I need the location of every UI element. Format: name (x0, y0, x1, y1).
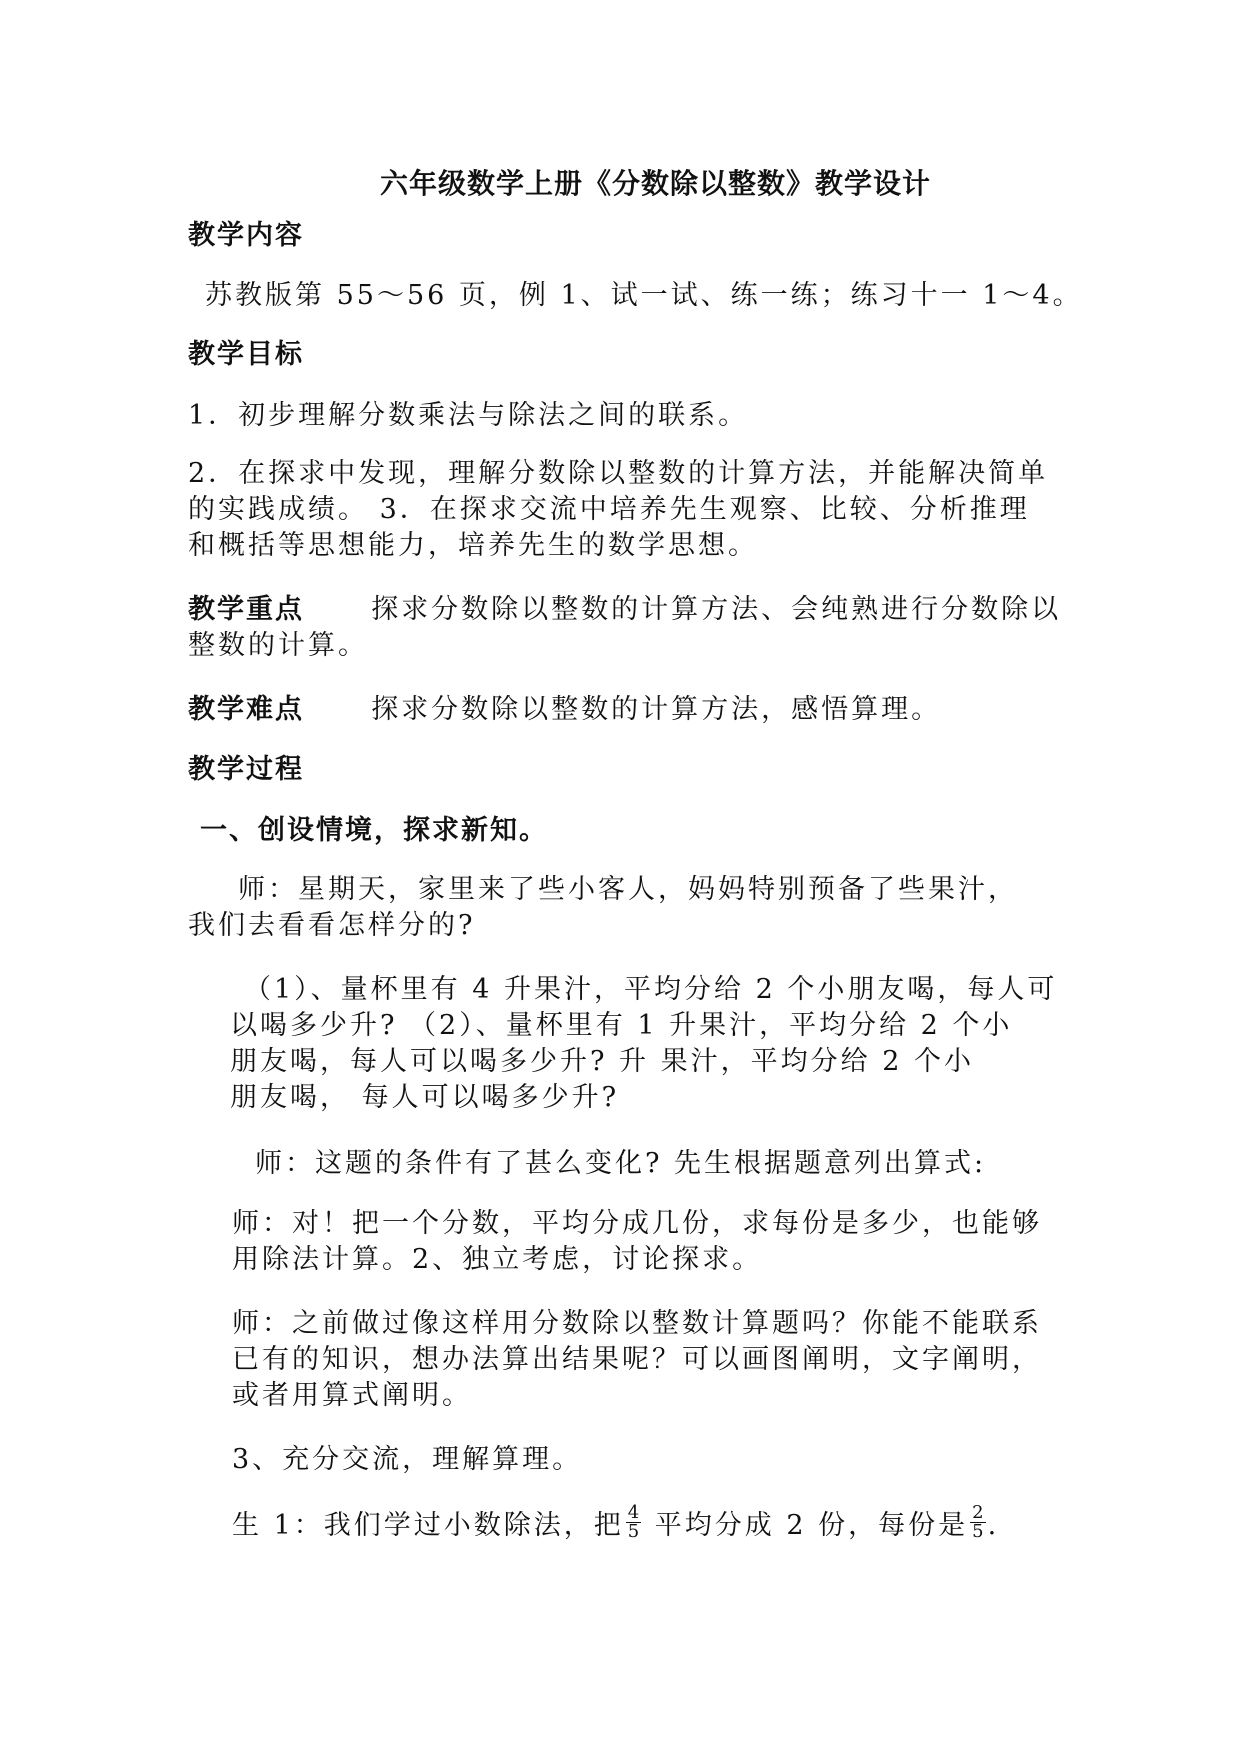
step-3: 3、充分交流，理解算理。 (232, 1444, 583, 1475)
document-title: 六年级数学上册《分数除以整数》教学设计 (379, 167, 931, 200)
teacher-4-line-1: 师：之前做过像这样用分数除以整数计算题吗？你能不能联系 (232, 1308, 1042, 1339)
teacher-paragraph-1 (188, 872, 1018, 944)
goal-2-line-3: 和概括等思想能力，培养先生的数学思想。 (188, 530, 758, 561)
question-line-2: 以喝多少升? （2）、量杯里有 1 升果汁，平均分给 2 个小 (230, 1010, 1013, 1041)
difficulty-point (188, 692, 941, 728)
fraction-numerator: 4 (627, 1502, 640, 1523)
section-1-heading: 一、创设情境，探求新知。 (200, 815, 548, 846)
goal-1: 1．初步理解分数乘法与除法之间的联系。 (188, 400, 749, 431)
student-1-end: . (987, 1510, 1000, 1541)
teacher-paragraph-4 (232, 1306, 1042, 1414)
goal-2-line-1: 2．在探求中发现，理解分数除以整数的计算方法，并能解决简单 (188, 458, 1049, 489)
fraction-denominator: 5 (972, 1521, 984, 1542)
question-line-3: 朋友喝，每人可以喝多少升? 升 果汁，平均分给 2 个小 (230, 1046, 974, 1077)
teacher-3-line-1: 师：对！把一个分数，平均分成几份，求每份是多少，也能够 (232, 1208, 1042, 1239)
teacher-1-line-1: 师：星期天，家里来了些小客人，妈妈特别预备了些果汁， (238, 874, 1018, 905)
goals-heading: 教学目标 (188, 339, 304, 370)
content-text: 苏教版第 55～56 页，例 1、试一试、练一练；练习十一 1～4。 (205, 280, 1083, 311)
difficulty-label: 教学难点 (188, 694, 304, 725)
teacher-3-line-2: 用除法计算。2、独立考虑，讨论探求。 (232, 1244, 763, 1275)
question-line-4: 朋友喝， 每人可以喝多少升? (230, 1082, 620, 1113)
teacher-4-line-2: 已有的知识，想办法算出结果呢？可以画图阐明，文字阐明， (232, 1344, 1042, 1375)
question-paragraph (230, 972, 1057, 1116)
student-1-middle: 平均分成 2 份，每份是 (643, 1510, 969, 1541)
fraction-four-fifths (626, 1504, 641, 1541)
student-1-paragraph (232, 1502, 1000, 1545)
content-heading: 教学内容 (188, 220, 304, 251)
goal-2 (188, 456, 1048, 564)
student-1-prefix: 生 1：我们学过小数除法，把 (232, 1510, 624, 1541)
key-text-line-2: 整数的计算。 (188, 630, 368, 661)
goal-2-line-2: 的实践成绩。 3．在探求交流中培养先生观察、比较、分析推理 (188, 494, 1030, 525)
teacher-4-line-3: 或者用算式阐明。 (232, 1380, 472, 1411)
question-line-1: （1）、量杯里有 4 升果汁，平均分给 2 个小朋友喝，每人可 (244, 974, 1058, 1005)
key-point (188, 592, 1061, 664)
fraction-numerator: 2 (972, 1502, 984, 1523)
teacher-paragraph-3 (232, 1206, 1042, 1278)
teacher-1-line-2: 我们去看看怎样分的? (188, 910, 476, 941)
fraction-two-fifths (970, 1504, 985, 1541)
fraction-denominator: 5 (627, 1521, 640, 1542)
teacher-paragraph-2: 师：这题的条件有了甚么变化? 先生根据题意列出算式: (255, 1148, 987, 1179)
difficulty-text: 探求分数除以整数的计算方法，感悟算理。 (371, 694, 942, 725)
key-text-line-1: 探求分数除以整数的计算方法、会纯熟进行分数除以 (371, 594, 1062, 625)
key-label: 教学重点 (188, 594, 304, 625)
process-heading: 教学过程 (188, 754, 304, 785)
